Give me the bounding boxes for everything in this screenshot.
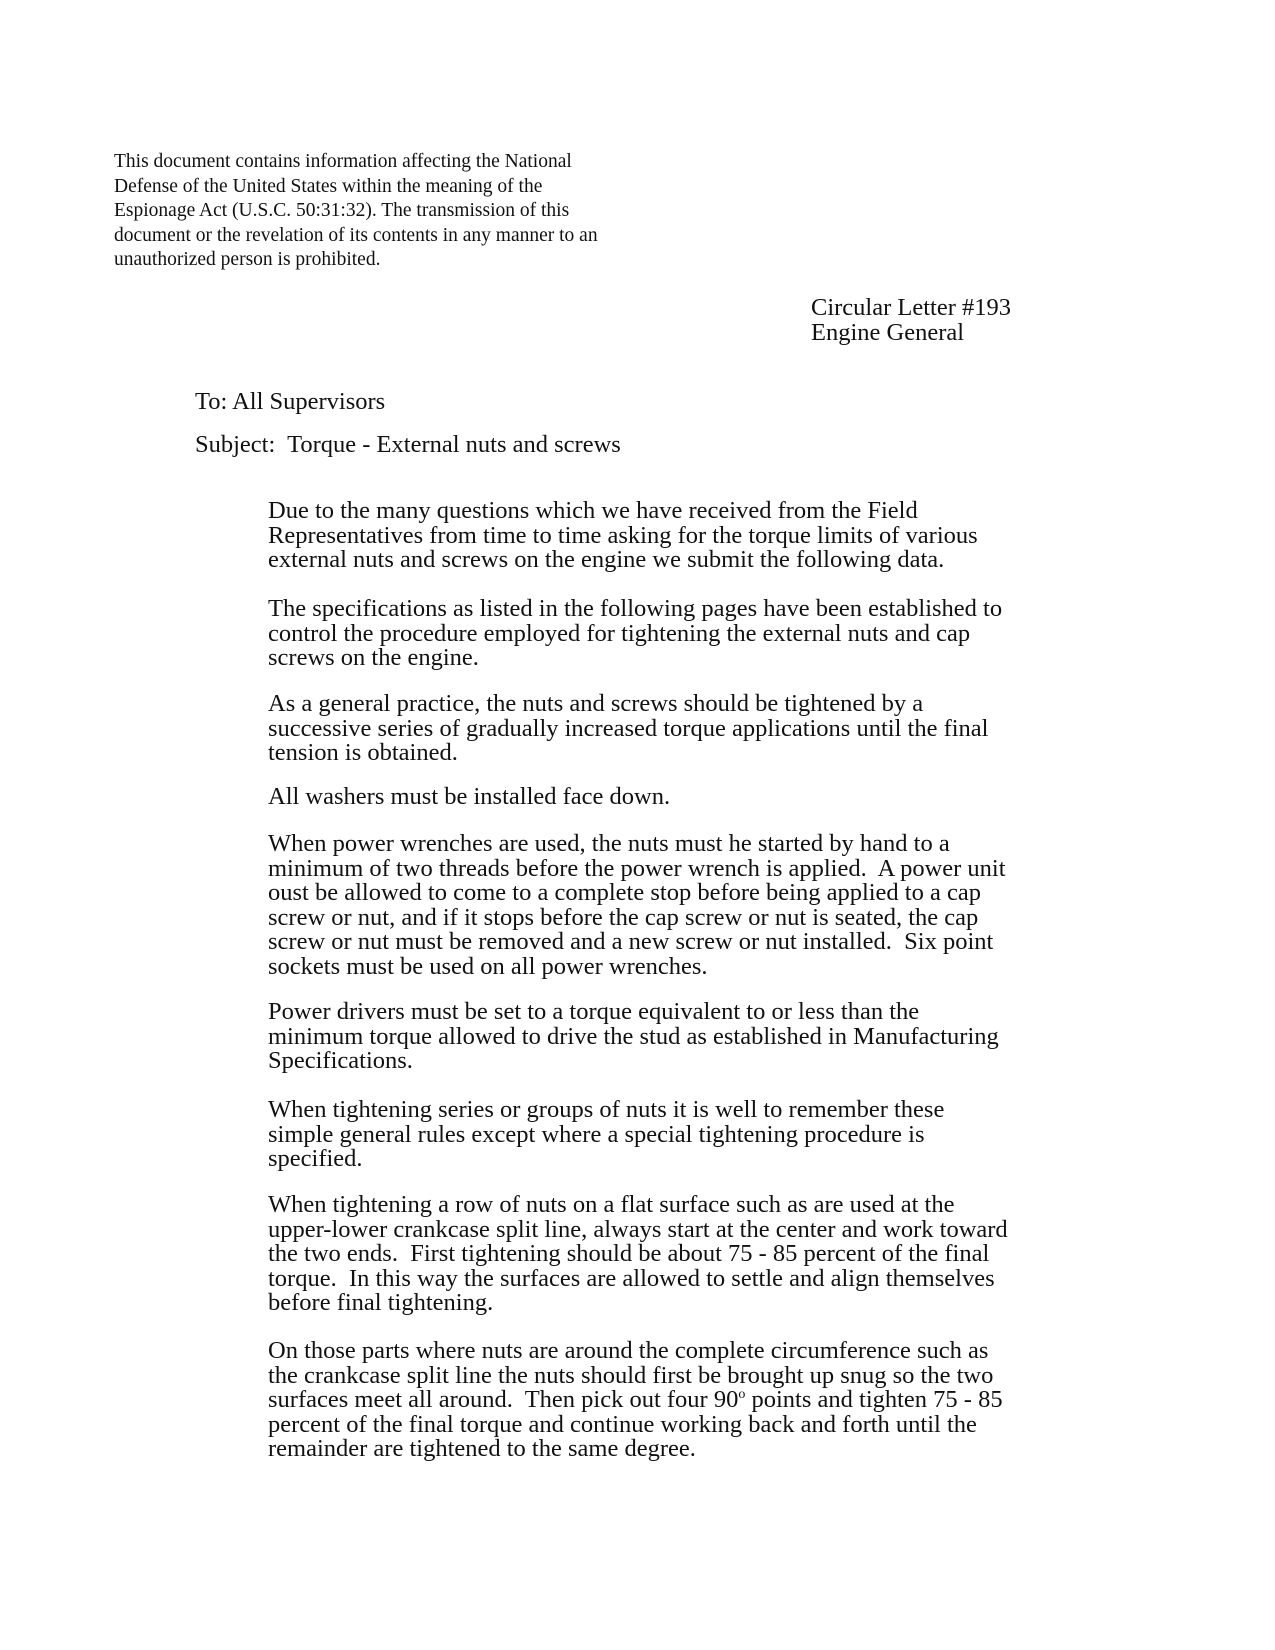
- paragraph-line: remainder are tightened to the same degree.: [268, 1435, 696, 1462]
- security-notice-line: unauthorized person is prohibited.: [114, 249, 381, 270]
- paragraph-line: screws on the engine.: [268, 644, 479, 671]
- paragraph-line: When power wrenches are used, the nuts must he started by hand to a: [268, 830, 950, 857]
- paragraph-line: specified.: [268, 1145, 363, 1172]
- subject-line: Subject: Torque - External nuts and screws: [195, 431, 621, 458]
- paragraph-line: Specifications.: [268, 1047, 413, 1074]
- paragraph-line: control the procedure employed for tightening the external nuts and cap: [268, 619, 971, 647]
- circular-letter-number: Circular Letter #193: [811, 294, 1012, 321]
- paragraph-line: external nuts and screws on the engine we submit the following data.: [268, 546, 945, 573]
- paragraph-line: before final tightening.: [268, 1289, 494, 1316]
- department-name: Engine General: [811, 319, 965, 346]
- paragraph-line: minimum torque allowed to drive the stud as established in Manufacturing: [268, 1022, 999, 1050]
- security-notice-line: Defense of the United States within the meaning of the: [114, 175, 543, 197]
- security-notice-line: This document contains information affecting the National: [114, 151, 572, 172]
- paragraph-line: [268, 1388, 1028, 1413]
- degree-symbol: o: [738, 1386, 746, 1402]
- security-notice-line: Espionage Act (U.S.C. 50:31:32). The transmission of this: [114, 200, 570, 221]
- paragraph-line: Power drivers must be set to a torque equivalent to or less than the: [268, 998, 920, 1025]
- paragraph-line: When tightening series or groups of nuts it is well to remember these: [268, 1096, 945, 1123]
- paragraph-line: Due to the many questions which we have received from the Field: [268, 497, 918, 524]
- paragraph-line: Representatives from time to time asking for the torque limits of various: [268, 521, 978, 549]
- line-text: surfaces meet all around. Then pick out four 90: [268, 1386, 739, 1413]
- paragraph-line: minimum of two threads before the power wrench is applied. A power unit: [268, 854, 1006, 882]
- paragraph-line: On those parts where nuts are around the complete circumference such as: [268, 1337, 989, 1364]
- paragraph: [268, 1339, 1028, 1462]
- paragraph: [268, 597, 1028, 671]
- paragraph-line: When tightening a row of nuts on a flat surface such as are used at the: [268, 1191, 955, 1218]
- paragraph-line: the two ends. First tightening should be about 75 - 85 percent of the final: [268, 1240, 990, 1267]
- paragraph-line: oust be allowed to come to a complete stop before being applied to a cap: [268, 879, 981, 906]
- paragraph-line: As a general practice, the nuts and screws should be tightened by a: [268, 690, 924, 717]
- paragraph: [268, 1000, 1028, 1074]
- paragraph-line: sockets must be used on all power wrenches.: [268, 952, 708, 980]
- addressee-line: To: All Supervisors: [195, 388, 386, 415]
- paragraph: [268, 785, 1028, 810]
- paragraph-line: upper-lower crankcase split line, always start at the center and work toward: [268, 1215, 1008, 1243]
- paragraph: [268, 692, 1028, 766]
- paragraph-line: the crankcase split line the nuts should first be brought up snug so the two: [268, 1361, 994, 1389]
- letter-identifier: [811, 295, 1011, 345]
- paragraph-line: successive series of gradually increased torque applications until the final: [268, 714, 989, 742]
- paragraph-line: screw or nut, and if it stops before the cap screw or nut is seated, the cap: [268, 903, 979, 931]
- security-notice-line: document or the revelation of its contents in any manner to an: [114, 224, 598, 246]
- paragraph-line: torque. In this way the surfaces are allowed to settle and align themselves: [268, 1264, 995, 1292]
- paragraph: [268, 1098, 1028, 1172]
- paragraph-line: All washers must be installed face down.: [268, 783, 671, 810]
- paragraph: [268, 499, 1028, 573]
- paragraph-line: The specifications as listed in the following pages have been established to: [268, 595, 1003, 622]
- line-text: points and tighten 75 - 85: [745, 1386, 1003, 1413]
- paragraph-line: screw or nut must be removed and a new screw or nut installed. Six point: [268, 928, 994, 955]
- paragraph-line: tension is obtained.: [268, 739, 458, 766]
- paragraph-line: percent of the final torque and continue working back and forth until the: [268, 1410, 977, 1438]
- paragraph: [268, 832, 1028, 979]
- security-notice: [114, 150, 644, 273]
- paragraph: [268, 1193, 1028, 1316]
- paragraph-line: simple general rules except where a special tightening procedure is: [268, 1120, 925, 1148]
